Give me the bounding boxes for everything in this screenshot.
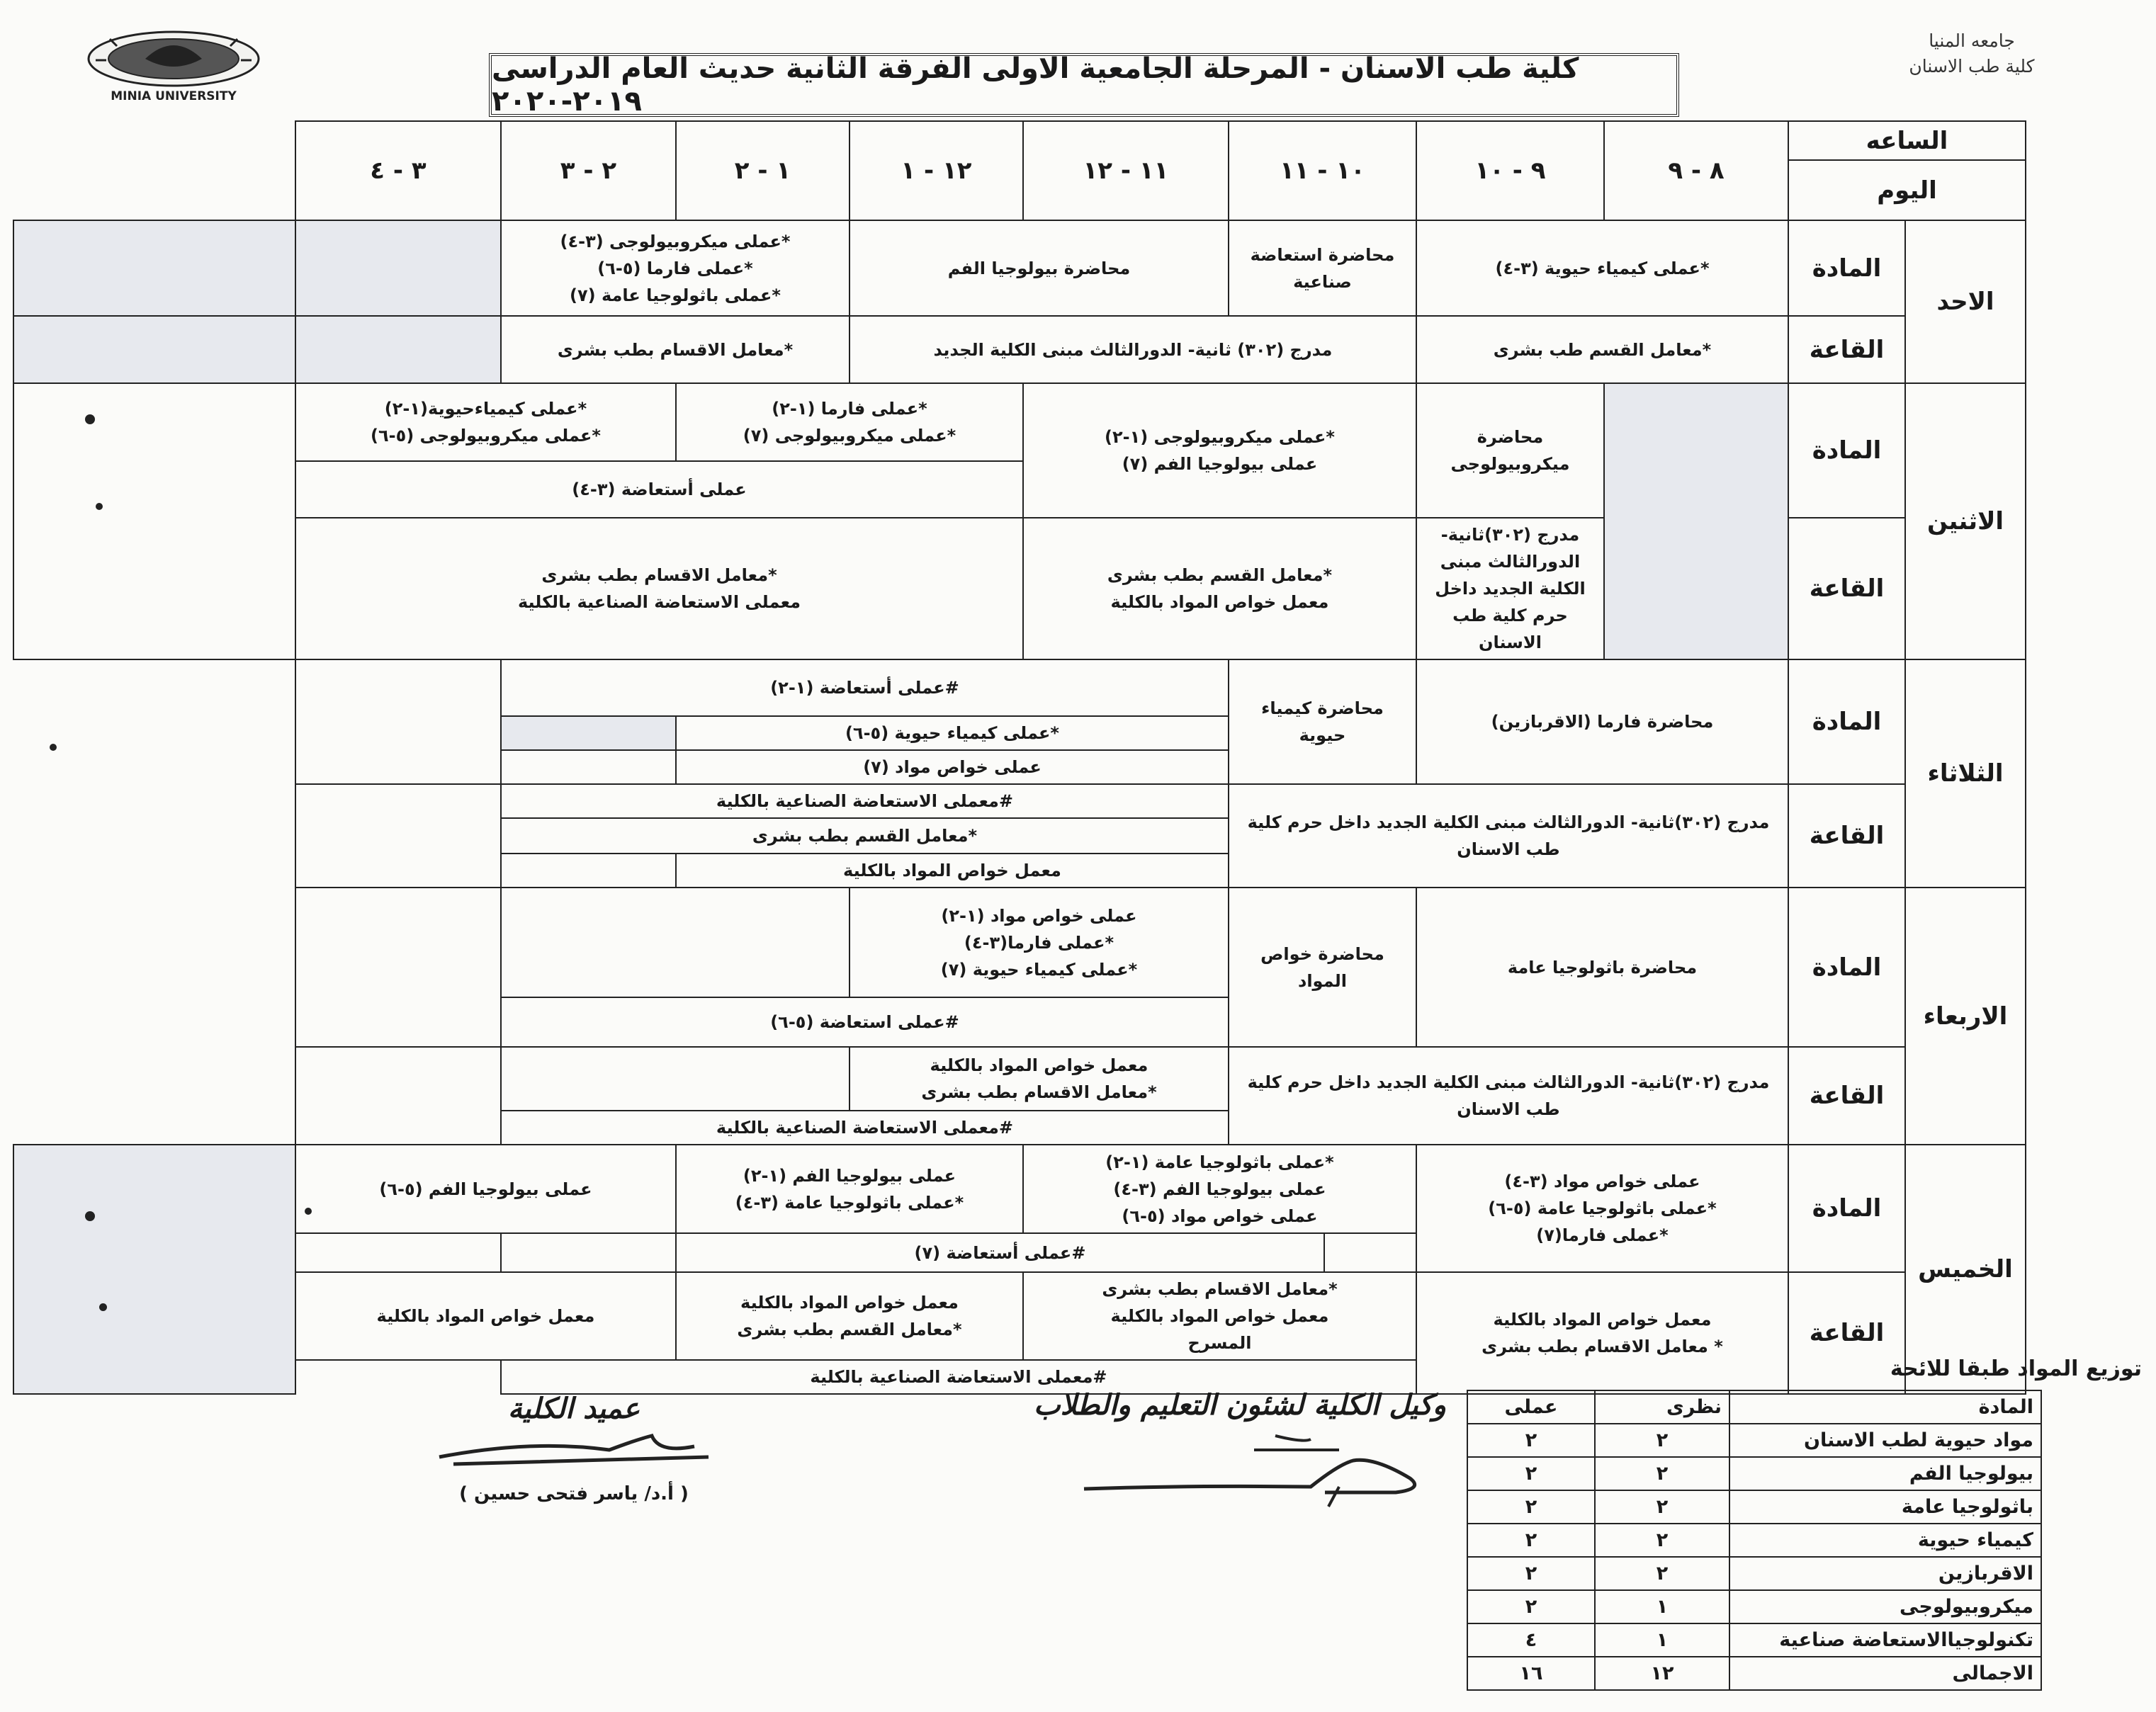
theory-hours: ٢ — [1595, 1557, 1729, 1590]
distribution-header-row — [1467, 1390, 2041, 1424]
total-label: الاجمالى — [1729, 1657, 2041, 1690]
subject-name: باثولوجيا عامة — [1729, 1490, 2041, 1524]
cell-line: *عملى فارما (٥-٦) — [597, 258, 753, 278]
cell-sun-s1: *عملى كيمياء حيوية (٣-٤) — [1416, 220, 1788, 316]
hall-label: القاعة — [1788, 784, 1905, 888]
cell-tue-h2: #معملى الاستعاضة الصناعية بالكلية — [501, 784, 1229, 818]
total-theory: ١٢ — [1595, 1657, 1729, 1690]
cell-mon-s1: محاضرة ميكروبيولوجى — [1416, 383, 1604, 518]
tuesday-hall-row — [13, 784, 2026, 818]
cell-thu-h1 — [1416, 1272, 1788, 1394]
subject-label: المادة — [1788, 220, 1905, 316]
table-row — [1467, 1457, 2041, 1490]
sunday-hall-row — [13, 316, 2026, 383]
cell-wed-s3 — [850, 888, 1229, 997]
page-title — [489, 53, 1679, 117]
cell-wed-h1: مدرج (٣٠٢)ثانية- الدورالثالث مبنى الكلية الجديد داخل حرم كلية طب الاسنان — [1229, 1047, 1788, 1145]
cell-line: *عملى باثولوجيا عامة (٧) — [570, 285, 781, 305]
table-row — [1467, 1524, 2041, 1557]
empty-cell — [501, 1047, 850, 1111]
time-slot: ١ - ٢ — [676, 121, 850, 220]
empty-cell — [501, 750, 676, 784]
day-label: اليوم — [1788, 160, 2026, 220]
cell-sun-h3: *معامل الاقسام بطب بشرى — [501, 316, 850, 383]
theory-hours: ١ — [1595, 1623, 1729, 1657]
hall-label: القاعة — [1788, 316, 1905, 383]
sunday-subject-row — [13, 220, 2026, 316]
cell-wed-s1: محاضرة باثولوجيا عامة — [1416, 888, 1788, 1047]
schedule-table — [13, 120, 2026, 1395]
practical-hours: ٢ — [1467, 1457, 1595, 1490]
empty-cell — [501, 1233, 676, 1272]
time-slot: ٣ - ٤ — [295, 121, 501, 220]
practical-hours: ٢ — [1467, 1557, 1595, 1590]
distribution-table — [1467, 1390, 2042, 1691]
hour-label: الساعه — [1788, 121, 2026, 160]
practical-hours: ٢ — [1467, 1590, 1595, 1623]
scan-speck — [85, 414, 95, 424]
tuesday-subject-row — [13, 659, 2026, 716]
logo-emblem-icon — [67, 25, 280, 106]
faculty-name: كلية طب الاسنان — [1909, 56, 2035, 76]
cell-thu-h4: معمل خواص المواد بالكلية — [295, 1272, 676, 1360]
cell-line: عملى بيولوجيا الفم (٧) — [1122, 454, 1318, 474]
cell-line: *معامل الاقسام بطب بشرى — [1102, 1279, 1338, 1299]
cell-tue-h1: مدرج (٣٠٢)ثانية- الدورالثالث مبنى الكلية الجديد داخل حرم كلية طب الاسنان — [1229, 784, 1788, 888]
empty-cell — [295, 888, 501, 1047]
cell-line: *عملى ميكروبيولوجى (٥-٦) — [370, 426, 601, 446]
vice-dean-signature-block — [1027, 1388, 1452, 1517]
handwritten-signature-icon — [425, 1425, 723, 1475]
cell-mon-h1: مدرج (٣٠٢)ثانية- الدورالثالث مبنى الكلية الجديد داخل حرم كلية طب الاسنان — [1416, 518, 1604, 659]
subject-label: المادة — [1788, 1145, 1905, 1272]
dean-name: ( أ.د/ ياسر فتحى حسين ) — [459, 1483, 689, 1504]
practical-hours: ٤ — [1467, 1623, 1595, 1657]
cell-line: عملى خواص مواد (١-٢) — [941, 905, 1137, 926]
subject-label: المادة — [1788, 659, 1905, 784]
cell-line: *عملى كيمياءحيوية(١-٢) — [384, 399, 587, 419]
day-wednesday: الاربعاء — [1905, 888, 2026, 1145]
theory-hours: ٢ — [1595, 1457, 1729, 1490]
cell-line: *عملى ميكروبيولوجى (٣-٤) — [560, 231, 791, 251]
theory-hours: ٢ — [1595, 1524, 1729, 1557]
day-thursday: الخميس — [1905, 1145, 2026, 1394]
table-row — [1467, 1623, 2041, 1657]
cell-line: *عملى فارما(٧) — [1536, 1225, 1669, 1245]
wednesday-subject-row — [13, 888, 2026, 997]
cell-mon-h2 — [1023, 518, 1416, 659]
time-slot: ٢ - ٣ — [501, 121, 676, 220]
monday-subject-row — [13, 383, 2026, 461]
cell-thu-h3 — [676, 1272, 1023, 1360]
cell-line: *معامل القسم بطب بشرى — [737, 1320, 962, 1339]
cell-sun-h1: *معامل القسم طب بشرى — [1416, 316, 1788, 383]
cell-tue-s4: *عملى كيمياء حيوية (٥-٦) — [676, 716, 1229, 750]
table-row — [1467, 1424, 2041, 1457]
cell-line: *عملى ميكروبيولوجى (١-٢) — [1104, 427, 1335, 447]
subject-label: المادة — [1788, 383, 1905, 518]
day-monday: الاثنين — [1905, 383, 2026, 659]
hall-label: القاعة — [1788, 518, 1905, 659]
empty-cell — [501, 888, 850, 997]
cell-wed-s2: محاضرة خواص المواد — [1229, 888, 1416, 1047]
empty-cell — [295, 1047, 501, 1145]
cell-line: معمل خواص المواد بالكلية — [930, 1055, 1148, 1075]
cell-tue-s1: محاضرة فارما (الاقربازين) — [1416, 659, 1788, 784]
empty-cell — [295, 220, 501, 316]
distribution-header-practical: عملى — [1467, 1390, 1595, 1424]
cell-thu-s5: #عملى أستعاضة (٧) — [676, 1233, 1324, 1272]
cell-tue-s5: عملى خواص مواد (٧) — [676, 750, 1229, 784]
practical-hours: ٢ — [1467, 1424, 1595, 1457]
handwritten-signature-icon — [1042, 1422, 1438, 1514]
header-row-hours — [13, 121, 2026, 160]
university-logo — [67, 25, 280, 106]
cell-sun-s4 — [501, 220, 850, 316]
time-slot: ١٢ - ١ — [850, 121, 1023, 220]
cell-line: معمل خواص المواد بالكلية — [740, 1293, 959, 1313]
scan-speck — [305, 1208, 312, 1215]
cell-tue-s2: محاضرة كيمياء حيوية — [1229, 659, 1416, 784]
cell-line: *عملى فارما(٣-٤) — [964, 932, 1114, 953]
empty-cell — [501, 716, 676, 750]
empty-cell — [1324, 1233, 1416, 1272]
cell-line: * معامل الاقسام بطب بشرى — [1481, 1337, 1723, 1356]
cell-line: *عملى كيمياء حيوية (٧) — [940, 959, 1138, 980]
cell-mon-s2 — [1023, 383, 1416, 518]
empty-cell — [13, 383, 295, 659]
cell-sun-s3: محاضرة بيولوجيا الفم — [850, 220, 1229, 316]
cell-wed-s4: #عملى استعاضة (٥-٦) — [501, 997, 1229, 1047]
empty-cell — [13, 316, 295, 383]
time-slot: ١٠ - ١١ — [1229, 121, 1416, 220]
cell-mon-s4 — [295, 383, 676, 461]
thursday-subject-row — [13, 1145, 2026, 1233]
empty-cell — [1604, 383, 1788, 659]
empty-cell — [501, 854, 676, 888]
wednesday-hall-row — [13, 1047, 2026, 1111]
subject-name: كيمياء حيوية — [1729, 1524, 2041, 1557]
cell-thu-s4: عملى بيولوجيا الفم (٥-٦) — [295, 1145, 676, 1233]
cell-line: معمل خواص المواد بالكلية — [1110, 592, 1329, 612]
subject-name: ميكروبيولوجى — [1729, 1590, 2041, 1623]
table-row — [1467, 1490, 2041, 1524]
logo-text: MINIA UNIVERSITY — [111, 89, 237, 103]
cell-line: عملى بيولوجيا الفم (٣-٤) — [1113, 1179, 1326, 1199]
dean-signature-block — [425, 1392, 723, 1504]
theory-hours: ٢ — [1595, 1424, 1729, 1457]
cell-line: *معامل الاقسام بطب بشرى — [541, 565, 777, 585]
empty-cell — [13, 1145, 295, 1394]
empty-cell — [295, 659, 501, 784]
subject-name: تكنولوجياالاستعاضة صناعية — [1729, 1623, 2041, 1657]
scan-speck — [96, 503, 103, 510]
cell-line: عملى خواص مواد (٥-٦) — [1122, 1206, 1318, 1226]
thursday-hall-row — [13, 1272, 2026, 1360]
cell-wed-h2 — [850, 1047, 1229, 1111]
cell-line: عملى بيولوجيا الفم (١-٢) — [743, 1165, 956, 1186]
table-row — [1467, 1557, 2041, 1590]
day-tuesday: الثلاثاء — [1905, 659, 2026, 888]
page-title-text: كلية طب الاسنان - المرحلة الجامعية الاولى الفرقة الثانية حديث العام الدراسى ٢٠١٩-٢٠٢٠ — [492, 52, 1579, 118]
empty-cell — [295, 784, 501, 888]
subject-label: المادة — [1788, 888, 1905, 1047]
theory-hours: ٢ — [1595, 1490, 1729, 1524]
cell-line: *عملى باثولوجيا عامة (١-٢) — [1105, 1152, 1334, 1172]
distribution-header-theory: نظرى — [1595, 1390, 1729, 1424]
cell-mon-h3 — [295, 518, 1023, 659]
total-practical: ١٦ — [1467, 1657, 1595, 1690]
cell-thu-s1 — [1416, 1145, 1788, 1272]
university-name: جامعه المنيا — [1929, 30, 2015, 51]
scan-speck — [50, 744, 57, 751]
cell-line: *عملى باثولوجيا عامة (٣-٤) — [735, 1192, 964, 1213]
cell-mon-s5: عملى أستعاضة (٣-٤) — [295, 461, 1023, 518]
cell-line: *عملى ميكروبيولوجى (٧) — [743, 426, 956, 446]
cell-line: *عملى باثولوجيا عامة (٥-٦) — [1488, 1198, 1717, 1218]
cell-sun-h2: مدرج (٣٠٢) ثانية- الدورالثالث مبنى الكلية الجديد — [850, 316, 1416, 383]
cell-thu-h2 — [1023, 1272, 1416, 1360]
theory-hours: ١ — [1595, 1590, 1729, 1623]
cell-thu-s2 — [1023, 1145, 1416, 1233]
hall-label: القاعة — [1788, 1272, 1905, 1394]
cell-line: معملى الاستعاضة الصناعية بالكلية — [517, 592, 801, 612]
cell-line: عملى خواص مواد (٣-٤) — [1504, 1172, 1700, 1191]
subject-name: بيولوجيا الفم — [1729, 1457, 2041, 1490]
time-slot: ٨ - ٩ — [1604, 121, 1788, 220]
cell-tue-h3: *معامل القسم بطب بشرى — [501, 818, 1229, 854]
practical-hours: ٢ — [1467, 1490, 1595, 1524]
cell-thu-h5: #معملى الاستعاضة الصناعية بالكلية — [501, 1360, 1416, 1394]
cell-mon-s3 — [676, 383, 1023, 461]
cell-tue-s3: #عملى أستعاضة (١-٢) — [501, 659, 1229, 716]
cell-line: *معامل الاقسام بطب بشرى — [921, 1082, 1157, 1102]
scan-speck — [99, 1303, 107, 1311]
time-slot: ١١ - ١٢ — [1023, 121, 1229, 220]
cell-line: المسرح — [1187, 1333, 1252, 1353]
subject-name: الاقربازين — [1729, 1557, 2041, 1590]
distribution-title: توزيع المواد طبقا للائحة — [1890, 1356, 2142, 1381]
scan-speck — [85, 1211, 95, 1221]
hall-label: القاعة — [1788, 1047, 1905, 1145]
table-row — [1467, 1590, 2041, 1623]
empty-cell — [13, 220, 295, 316]
cell-line: معمل خواص المواد بالكلية — [1110, 1306, 1329, 1326]
cell-wed-h3: #معملى الاستعاضة الصناعية بالكلية — [501, 1111, 1229, 1145]
vice-dean-title: وكيل الكلية لشئون التعليم والطلاب — [1033, 1388, 1447, 1422]
dean-title: عميد الكلية — [507, 1392, 640, 1425]
time-slot: ٩ - ١٠ — [1416, 121, 1604, 220]
cell-thu-s3 — [676, 1145, 1023, 1233]
practical-hours: ٢ — [1467, 1524, 1595, 1557]
cell-line: *معامل القسم بطب بشرى — [1107, 565, 1333, 585]
distribution-header-subject: المادة — [1729, 1390, 2041, 1424]
cell-tue-h4: معمل خواص المواد بالكلية — [676, 854, 1229, 888]
cell-line: معمل خواص المواد بالكلية — [1493, 1310, 1712, 1330]
header-institution — [1880, 28, 2064, 79]
cell-line: *عملى فارما (١-٢) — [772, 399, 927, 419]
day-sunday: الاحد — [1905, 220, 2026, 383]
subject-name: مواد حيوية لطب الاسنان — [1729, 1424, 2041, 1457]
empty-cell — [295, 316, 501, 383]
distribution-total-row — [1467, 1657, 2041, 1690]
cell-sun-s2: محاضرة استعاضة صناعية — [1229, 220, 1416, 316]
